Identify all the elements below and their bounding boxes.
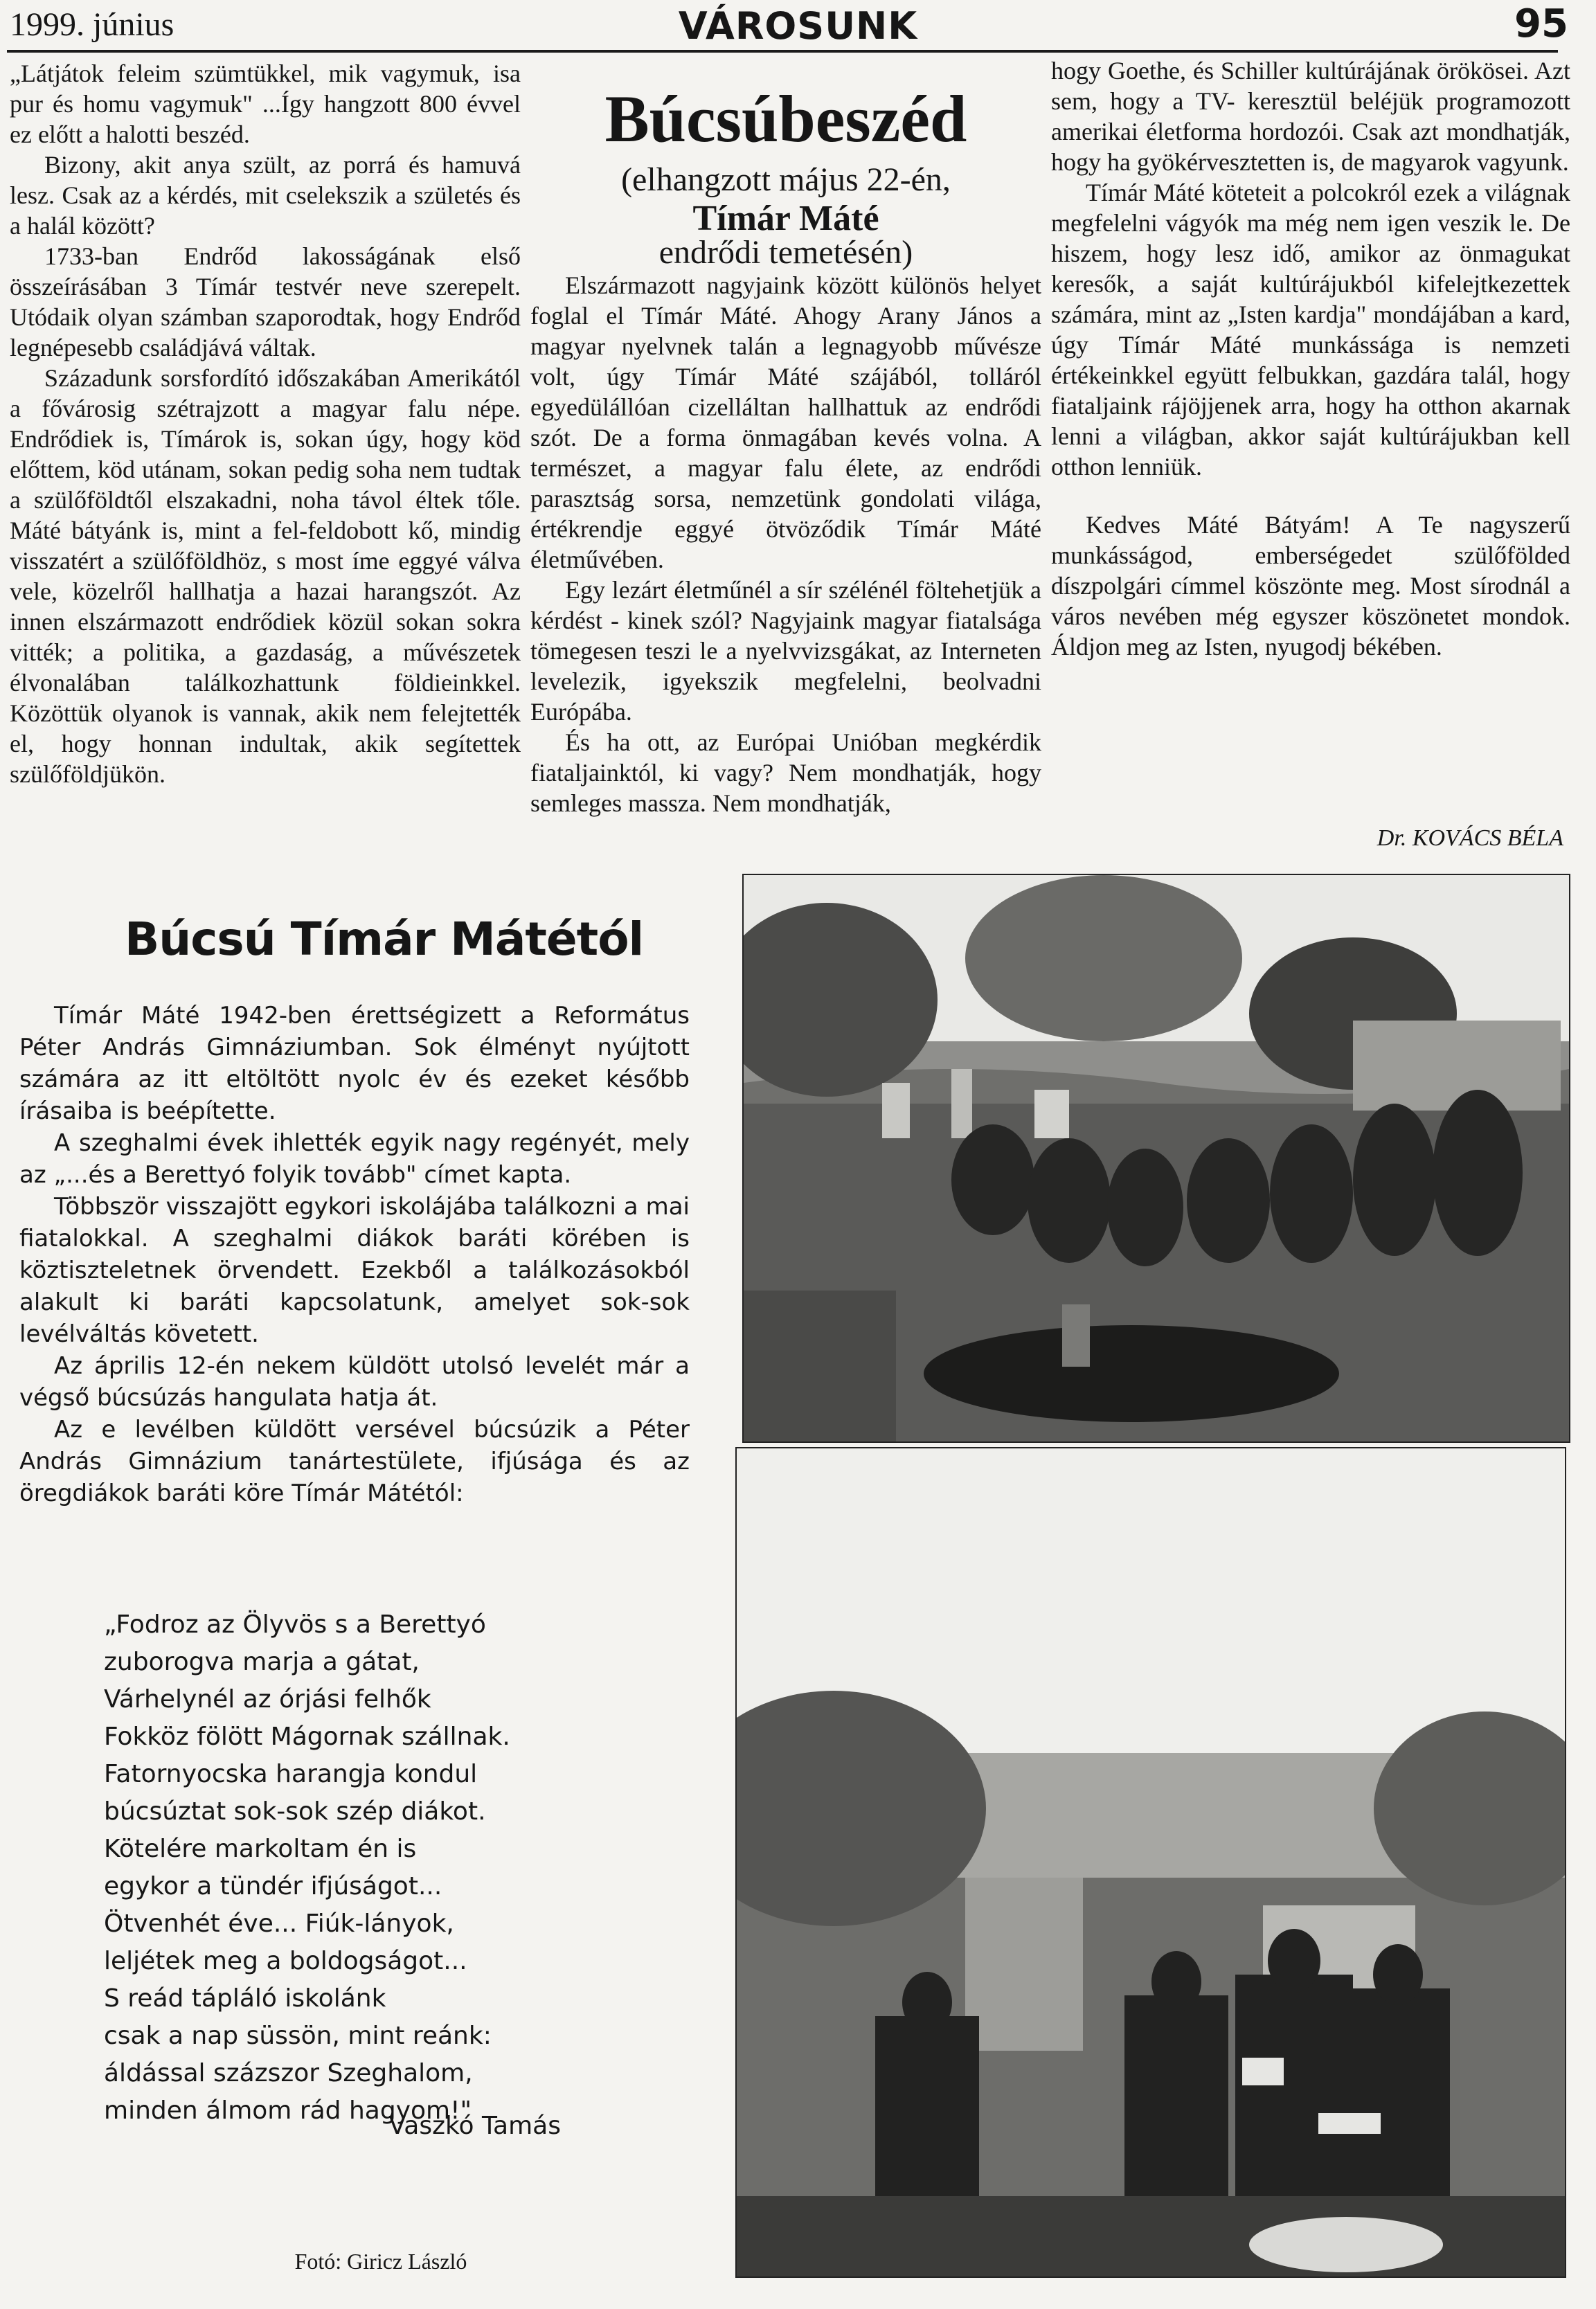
page-number: 95 <box>1514 1 1568 46</box>
paragraph: Bizony, akit anya szült, az porrá és hamuvá lesz. Csak az a kérdés, mit cselekszik a születés és a halál között? <box>10 151 521 240</box>
speech-signature <box>1051 825 1563 852</box>
poem-author: Vaszkó Tamás <box>388 2112 561 2140</box>
farewell-body <box>19 1000 690 1509</box>
photo-funeral-mourners <box>742 874 1570 1443</box>
poem-line: „Fodroz az Ölyvös s a Berettyó <box>104 1610 486 1639</box>
paragraph: A szeghalmi évek ihlették egyik nagy regényét, mely az „...és a Berettyó folyik tovább" címet kapta. <box>19 1129 690 1189</box>
speech-column-2 <box>530 270 1041 818</box>
paragraph: Elszármazott nagyjaink között különös helyet foglal el Tímár Máté. Ahogy Arany János a magyar nyelvnek talán a legnagyobb művésze volt, úgy Tímár Máté szájából, tolláról egyedülállóan cizelláltan hallhattuk az endrődi szót. De a forma önmagában kevés volna. A természet, a magyar falu élete, az endrődi parasztság sorsa, nemzetünk gondolati világa, értékrendje eggyé ötvöződik Tímár Máté életművében. <box>530 271 1041 573</box>
farewell-poem <box>104 1606 679 2130</box>
header-rule <box>7 50 1558 53</box>
paragraph: Tímár Máté 1942-ben érettségizett a Református Péter András Gimnáziumban. Sok élményt nyújtott számára az itt eltöltött nyolc év és ezeket később írásaiba is beépítette. <box>19 1002 690 1125</box>
newspaper-title: VÁROSUNK <box>678 4 918 48</box>
poem-line: zuborogva marja a gátat, <box>104 1648 420 1676</box>
speech-subtitle-occasion: endrődi temetésén) <box>658 234 913 271</box>
poem-line: Fokköz fölött Mágornak szállnak. <box>104 1723 510 1751</box>
speech-column-1 <box>10 58 521 789</box>
paragraph: Kedves Máté Bátyám! A Te nagyszerű munkásságod, emberségedet szülőfölded díszpolgári címmel köszönte meg. Most sírodnál a város nevében még egyszer köszönetet mondok. Áldjon meg az Isten, nyugodj békében. <box>1051 511 1570 661</box>
photo-funeral-speakers <box>735 1447 1566 2278</box>
poem-line: Fatornyocska harangja kondul <box>104 1760 478 1788</box>
paragraph: Az április 12-én nekem küldött utolsó levelét már a végső búcsúzás hangulata hatja át. <box>19 1352 690 1412</box>
paragraph: Többször visszajött egykori iskolájába találkozni a mai fiatalokkal. A szeghalmi diákok baráti körében is köztiszteletnek örvendett. Ezekből a találkozásokból alakult ki baráti kapcsolatunk, amelyet sok-sok levélváltás követett. <box>19 1193 690 1348</box>
paragraph: És ha ott, az Európai Unióban megkérdik fiataljainktól, ki vagy? Nem mondhatják, hogy semleges massza. Nem mondhatják, <box>530 728 1041 817</box>
speech-column-3 <box>1051 55 1570 662</box>
paragraph: Tímár Máté köteteit a polcokról ezek a világnak megfelelni vágyók ma még nem igen veszik le. De hiszem, hogy lesz idő, amikor az önmagukat keresők, a saját kultúrájukból kifelejtkezettek számára, mint az „Isten kardja" mondájában a kard, úgy Tímár Máté munkássága is nemzeti értékeinkkel együtt felbukkan, gazdára talál, hogy fiataljaink rájöjjenek arra, hogy ha otthon akarnak lenni a világban, akkor saját kultúrájukban kell otthon lenniük. <box>1051 179 1570 480</box>
poem-line: Kötelére markoltam én is <box>104 1835 417 1863</box>
farewell-title: Búcsú Tímár Mátétól <box>125 913 644 966</box>
paragraph: 1733-ban Endrőd lakosságának első összeírásában 3 Tímár testvér neve szerepelt. Utódaik olyan számban szaporodtak, hogy Endrőd legnépesebb családjává váltak. <box>10 242 521 361</box>
paragraph: hogy Goethe, és Schiller kultúrájának örökösei. Azt sem, hogy a TV- keresztül beléjük programozott amerikai életforma hordozói. Csak azt mondhatják, hogy ha gyökérvesztetten is, de magyarok vagyunk. <box>1051 57 1570 176</box>
poem-line: áldással százszor Szeghalom, <box>104 2059 473 2087</box>
paragraph: Századunk sorsfordító időszakában Amerikától a fővárosig szétrajzott a magyar falu népe. Endrődiek is, Tímárok is, sokan úgy, hogy köd előttem, köd utánam, sokan pedig soha nem tudtak a szülőföldtől elszakadni, noha távol éltek tőle. Máté bátyánk is, mint a fel-feldobott kő, mindig visszatért a szülőföldhöz, s most íme eggyé válva vele, közelről hallhatja a hazai harangszót. Az innen elszármazott endrődiek közül sokan sokra vitték; a politika, a gazdaság, a művészetek élvonalában találkozhattunk földieinkkel. Közöttük olyanok is vannak, akik nem felejtették el, hogy honnan indultak, akik segítettek szülőföldjükön. <box>10 364 521 788</box>
paragraph: Az e levélben küldött versével búcsúzik a Péter András Gimnázium tanártestülete, ifjúsága és az öregdiákok baráti köre Tímár Mátétól: <box>19 1416 690 1507</box>
issue-date: 1999. június <box>10 6 174 43</box>
signature-name: KOVÁCS BÉLA <box>1412 825 1563 851</box>
speech-subtitle-name: Tímár Máté <box>692 199 879 238</box>
poem-line: minden álmom rád hagyom!" <box>104 2096 472 2125</box>
signature-prefix: Dr. <box>1377 825 1407 851</box>
photo-credit: Fotó: Giricz László <box>294 2249 467 2274</box>
poem-line: Várhelynél az órjási felhők <box>104 1685 431 1714</box>
poem-line: búcsúztat sok-sok szép diákot. <box>104 1797 486 1826</box>
poem-line: csak a nap süssön, mint reánk: <box>104 2022 492 2050</box>
paragraph: „Látjátok feleim szümtükkel, mik vagymuk, isa pur és homu vagymuk" ...Így hangzott 800 évvel ez előtt a halotti beszéd. <box>10 60 521 148</box>
poem-line: leljétek meg a boldogságot... <box>104 1947 467 1975</box>
speech-subtitle: (elhangzott május 22-én, <box>621 161 951 198</box>
paragraph: Egy lezárt életműnél a sír szélénél föltehetjük a kérdést - kinek szól? Nagyjaink magyar fiatalsága tömegesen teszi le a nyelvvizsgákat, az Interneten levelezik, igyekszik megfelelni, beolvadni Európába. <box>530 576 1041 726</box>
poem-line: S reád tápláló iskolánk <box>104 1984 386 2013</box>
speech-title: Búcsúbeszéd <box>604 82 967 156</box>
poem-line: egykor a tündér ifjúságot... <box>104 1872 442 1901</box>
poem-line: Ötvenhét éve... Fiúk-lányok, <box>104 1910 454 1938</box>
